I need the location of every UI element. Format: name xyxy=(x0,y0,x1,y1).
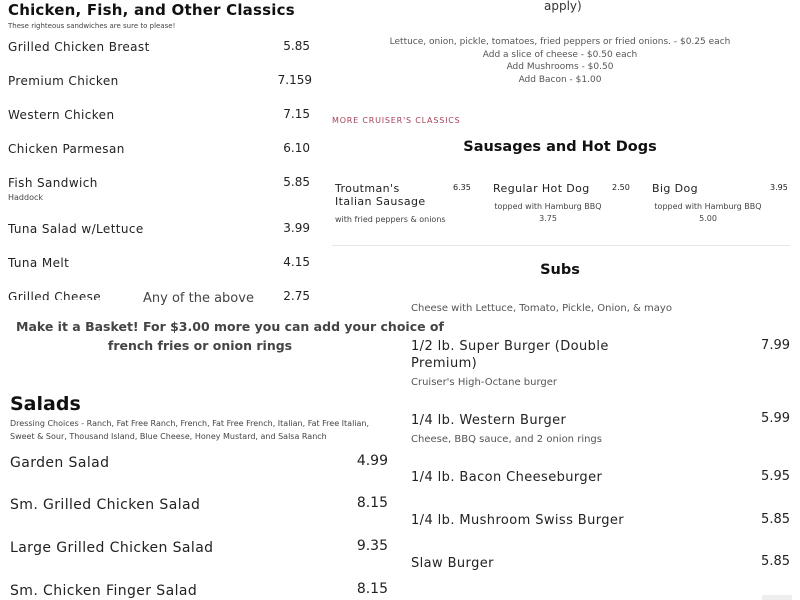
list-item-name xyxy=(411,339,609,372)
sausage-item-desc: topped with Hamburg BBQ xyxy=(494,202,602,211)
list-item-name: Garden Salad xyxy=(10,455,110,471)
list-item-name: Large Grilled Chicken Salad xyxy=(10,540,214,556)
list-item-name: Grilled Cheese xyxy=(8,290,102,300)
list-item-name: 1/4 lb. Mushroom Swiss Burger xyxy=(411,513,625,528)
sausage-item-name: Big Dog xyxy=(652,182,699,195)
list-item-name: 1/4 lb. Western Burger xyxy=(411,413,567,428)
sausage-item-name: Regular Hot Dog xyxy=(493,182,590,195)
sausage-item-alt-price: 3.75 xyxy=(539,214,557,223)
chicken-section-subtitle: These righteous sandwiches are sure to please! xyxy=(8,22,176,30)
list-item-price: 7.99 xyxy=(761,338,790,353)
sausages-section-title: Sausages and Hot Dogs xyxy=(463,139,657,155)
toppings-note xyxy=(330,36,790,86)
sausage-item-price: 3.95 xyxy=(770,183,788,192)
list-item-price: 7.159 xyxy=(277,73,312,87)
list-item-price: 5.95 xyxy=(761,469,790,484)
list-item-price: 9.35 xyxy=(356,538,388,554)
toppings-line: Add Mushrooms - $0.50 xyxy=(506,62,614,72)
list-item-name: Tuna Melt xyxy=(8,256,70,270)
list-item-desc: Cruiser's High-Octane burger xyxy=(411,377,558,388)
list-item-price: 5.99 xyxy=(761,411,790,426)
toppings-line: Lettuce, onion, pickle, tomatoes, fried peppers or fried onions. - $0.25 each xyxy=(389,37,731,47)
list-item-price: 2.75 xyxy=(283,289,310,300)
list-item-price: 5.85 xyxy=(761,512,790,527)
salads-section-title: Salads xyxy=(10,393,81,415)
section-divider xyxy=(332,245,790,246)
sausage-item-desc: with fried peppers & onions xyxy=(335,215,446,224)
list-item-price: 4.15 xyxy=(283,255,310,269)
sausage-item-desc: topped with Hamburg BBQ xyxy=(654,202,762,211)
list-item-price: 5.85 xyxy=(761,554,790,569)
toppings-line: Add a slice of cheese - $0.50 each xyxy=(482,49,638,60)
sausage-item-name xyxy=(335,182,426,208)
sausage-item-price: 6.35 xyxy=(453,183,471,192)
list-item-price: 4.99 xyxy=(356,453,388,469)
list-item-price: 3.99 xyxy=(283,221,310,235)
list-item-desc: Cheese, BBQ sauce, and 2 onion rings xyxy=(411,434,602,445)
toppings-top-fragment: apply) xyxy=(544,0,582,13)
list-item-price: 5.85 xyxy=(283,39,310,53)
list-item-name: 1/4 lb. Bacon Cheeseburger xyxy=(411,470,603,485)
scroll-marker xyxy=(762,595,792,600)
list-item-price: 8.15 xyxy=(356,581,388,597)
subs-note: Cheese with Lettuce, Tomato, Pickle, Onion, & mayo xyxy=(411,303,672,314)
sausages-eyebrow: MORE CRUISER'S CLASSICS xyxy=(332,116,461,125)
toppings-line: Add Bacon - $1.00 xyxy=(518,74,602,85)
list-item-name-line: 1/2 lb. Super Burger (Double xyxy=(411,339,609,354)
list-item-name-line: Premium) xyxy=(411,355,478,371)
list-item-name: Premium Chicken xyxy=(8,74,119,88)
subs-section-title: Subs xyxy=(540,262,580,278)
sausage-item-alt-price: 5.00 xyxy=(699,214,717,223)
list-item-name: Grilled Chicken Breast xyxy=(8,40,150,54)
list-item-name: Tuna Salad w/Lettuce xyxy=(8,222,144,236)
sausage-item-name-line: Troutman's xyxy=(335,182,400,195)
list-item-name: Chicken Parmesan xyxy=(8,142,125,156)
list-item-name: Fish Sandwich xyxy=(8,176,98,190)
sausage-item-price: 2.50 xyxy=(612,183,630,192)
list-item-price: 7.15 xyxy=(283,107,310,121)
list-item-name: Sm. Chicken Finger Salad xyxy=(10,583,198,599)
salads-dressing-note: Dressing Choices - Ranch, Fat Free Ranch, French, Fat Free French, Italian, Fat Free Italian, Sweet & Sour, Thousand Island, Blue Cheese, Honey Mustard, and Salsa Ranch xyxy=(10,419,370,441)
list-item-name: Slaw Burger xyxy=(411,556,494,571)
chicken-items-list xyxy=(8,0,312,300)
basket-promo-line1: Make it a Basket! For $3.00 more you can add your choice of xyxy=(16,319,444,334)
list-item-desc: Haddock xyxy=(8,193,43,202)
sausage-item-name-line: Italian Sausage xyxy=(335,195,426,208)
list-item-name: Western Chicken xyxy=(8,108,115,122)
clipped-overlap-text: Any of the above xyxy=(143,291,254,306)
list-item-price: 5.85 xyxy=(283,175,310,189)
list-item-price: 8.15 xyxy=(356,495,388,511)
list-item-price: 6.10 xyxy=(283,141,310,155)
chicken-section-title: Chicken, Fish, and Other Classics xyxy=(8,1,295,19)
basket-promo-line2: french fries or onion rings xyxy=(107,338,293,353)
list-item-name: Sm. Grilled Chicken Salad xyxy=(10,497,201,513)
